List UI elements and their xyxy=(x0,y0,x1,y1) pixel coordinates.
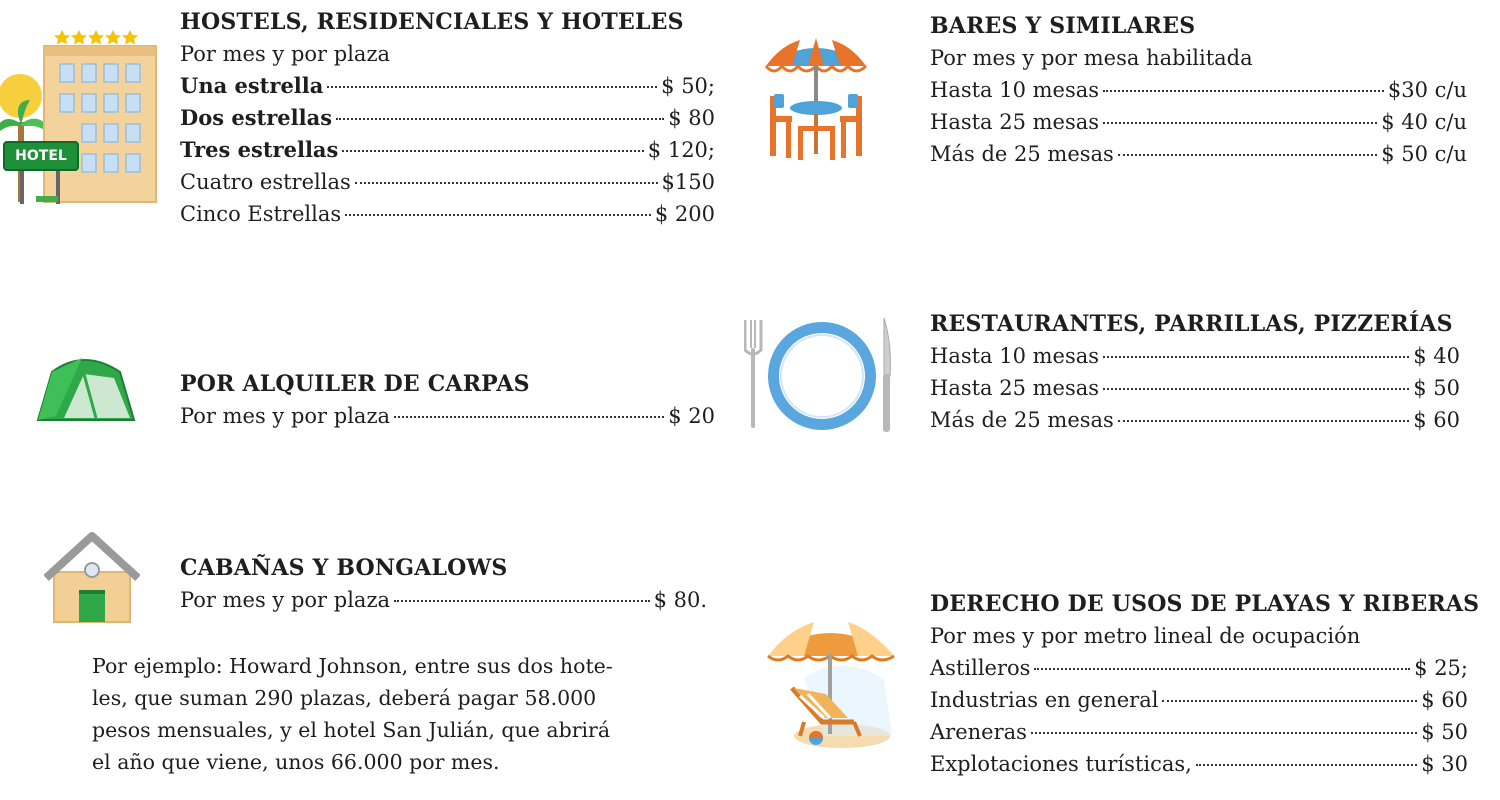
carpas-section xyxy=(180,368,715,432)
row-label: Dos estrellas xyxy=(180,105,333,130)
umbrella-table-icon xyxy=(760,36,872,164)
price-row xyxy=(930,652,1468,684)
example-line: Por ejemplo: Howard Johnson, entre sus dos hote- xyxy=(92,654,613,678)
cabanas-title: CABAÑAS Y BONGALOWS xyxy=(180,555,508,581)
playas-section xyxy=(930,588,1480,780)
row-label: Más de 25 mesas xyxy=(930,142,1114,166)
restaurantes-title: RESTAURANTES, PARRILLAS, PIZZERÍAS xyxy=(930,311,1453,337)
row-label: Cinco Estrellas xyxy=(180,202,342,226)
price-row xyxy=(930,138,1467,170)
row-value: $ 200 xyxy=(654,202,715,226)
price-row xyxy=(180,584,707,616)
price-row xyxy=(180,134,715,166)
price-row xyxy=(180,400,715,432)
price-row xyxy=(930,684,1468,716)
row-value: $ 25; xyxy=(1414,656,1468,680)
row-value: $ 60 xyxy=(1421,688,1468,712)
hoteles-section xyxy=(180,6,715,230)
dot-leader xyxy=(336,118,664,120)
price-row xyxy=(930,372,1460,404)
dot-leader xyxy=(1103,356,1409,358)
dot-leader xyxy=(1031,732,1417,734)
row-label: Una estrella xyxy=(180,73,324,98)
price-row xyxy=(180,70,715,102)
row-value: $ 50 c/u xyxy=(1381,142,1467,166)
row-label: Industrias en general xyxy=(930,688,1159,712)
hoteles-subtitle: Por mes y por plaza xyxy=(180,42,391,66)
price-row xyxy=(930,74,1467,106)
dot-leader xyxy=(355,182,658,184)
row-label: Por mes y por plaza xyxy=(180,588,391,612)
row-label: Hasta 10 mesas xyxy=(930,78,1100,102)
row-value: $150 xyxy=(661,170,715,194)
row-label: Por mes y por plaza xyxy=(180,404,391,428)
bares-subtitle: Por mes y por mesa habilitada xyxy=(930,46,1253,70)
row-value: $ 30 xyxy=(1421,752,1468,776)
price-row xyxy=(930,340,1460,372)
row-value: $ 50; xyxy=(661,74,715,98)
row-value: $ 40 xyxy=(1413,344,1460,368)
row-label: Tres estrellas xyxy=(180,137,339,162)
playas-subtitle: Por mes y por metro lineal de ocupación xyxy=(930,624,1361,648)
row-label: Hasta 10 mesas xyxy=(930,344,1100,368)
example-line: el año que viene, unos 66.000 por mes. xyxy=(92,750,500,774)
price-row xyxy=(930,106,1467,138)
row-value: $ 80 xyxy=(668,106,715,130)
row-value: $ 120; xyxy=(647,138,715,162)
tent-icon xyxy=(34,350,138,426)
example-line: pesos mensuales, y el hotel San Julián, que abrirá xyxy=(92,718,611,742)
example-paragraph xyxy=(92,650,732,778)
dot-leader xyxy=(1196,764,1417,766)
row-value: $ 40 c/u xyxy=(1381,110,1467,134)
price-row xyxy=(930,716,1468,748)
dot-leader xyxy=(327,86,657,88)
cabin-house-icon xyxy=(44,532,140,624)
hotel-sign-text: HOTEL xyxy=(15,148,67,164)
row-label: Explotaciones turísticas, xyxy=(930,752,1192,776)
restaurantes-section xyxy=(930,308,1460,436)
bares-section xyxy=(930,10,1467,170)
row-label: Cuatro estrellas xyxy=(180,170,351,194)
row-value: $ 50 xyxy=(1413,376,1460,400)
dot-leader xyxy=(1034,668,1410,670)
playas-title: DERECHO DE USOS DE PLAYAS Y RIBERAS xyxy=(930,591,1480,617)
row-label: Astilleros xyxy=(930,656,1031,680)
row-label: Más de 25 mesas xyxy=(930,408,1114,432)
row-value: $ 80. xyxy=(653,588,707,612)
price-row xyxy=(180,102,715,134)
dot-leader xyxy=(394,416,664,418)
dot-leader xyxy=(1103,388,1409,390)
hotel-building-icon xyxy=(0,26,160,211)
plate-cutlery-icon xyxy=(744,314,900,436)
carpas-title: POR ALQUILER DE CARPAS xyxy=(180,371,530,397)
price-row xyxy=(930,748,1468,780)
dot-leader xyxy=(345,214,651,216)
beach-umbrella-chair-icon xyxy=(764,618,904,754)
row-value: $ 20 xyxy=(668,404,715,428)
row-label: Areneras xyxy=(930,720,1027,744)
price-row xyxy=(180,198,715,230)
dot-leader xyxy=(1162,700,1417,702)
dot-leader xyxy=(394,600,650,602)
row-label: Hasta 25 mesas xyxy=(930,376,1100,400)
price-row xyxy=(930,404,1460,436)
cabanas-section xyxy=(180,552,707,616)
row-value: $30 c/u xyxy=(1387,78,1467,102)
row-value: $ 50 xyxy=(1421,720,1468,744)
row-value: $ 60 xyxy=(1413,408,1460,432)
price-row xyxy=(180,166,715,198)
row-label: Hasta 25 mesas xyxy=(930,110,1100,134)
hoteles-title: HOSTELS, RESIDENCIALES Y HOTELES xyxy=(180,9,684,35)
example-line: les, que suman 290 plazas, deberá pagar 58.000 xyxy=(92,686,597,710)
dot-leader xyxy=(342,150,643,152)
dot-leader xyxy=(1118,420,1409,422)
dot-leader xyxy=(1103,122,1377,124)
bares-title: BARES Y SIMILARES xyxy=(930,13,1196,39)
dot-leader xyxy=(1103,90,1384,92)
dot-leader xyxy=(1118,154,1377,156)
